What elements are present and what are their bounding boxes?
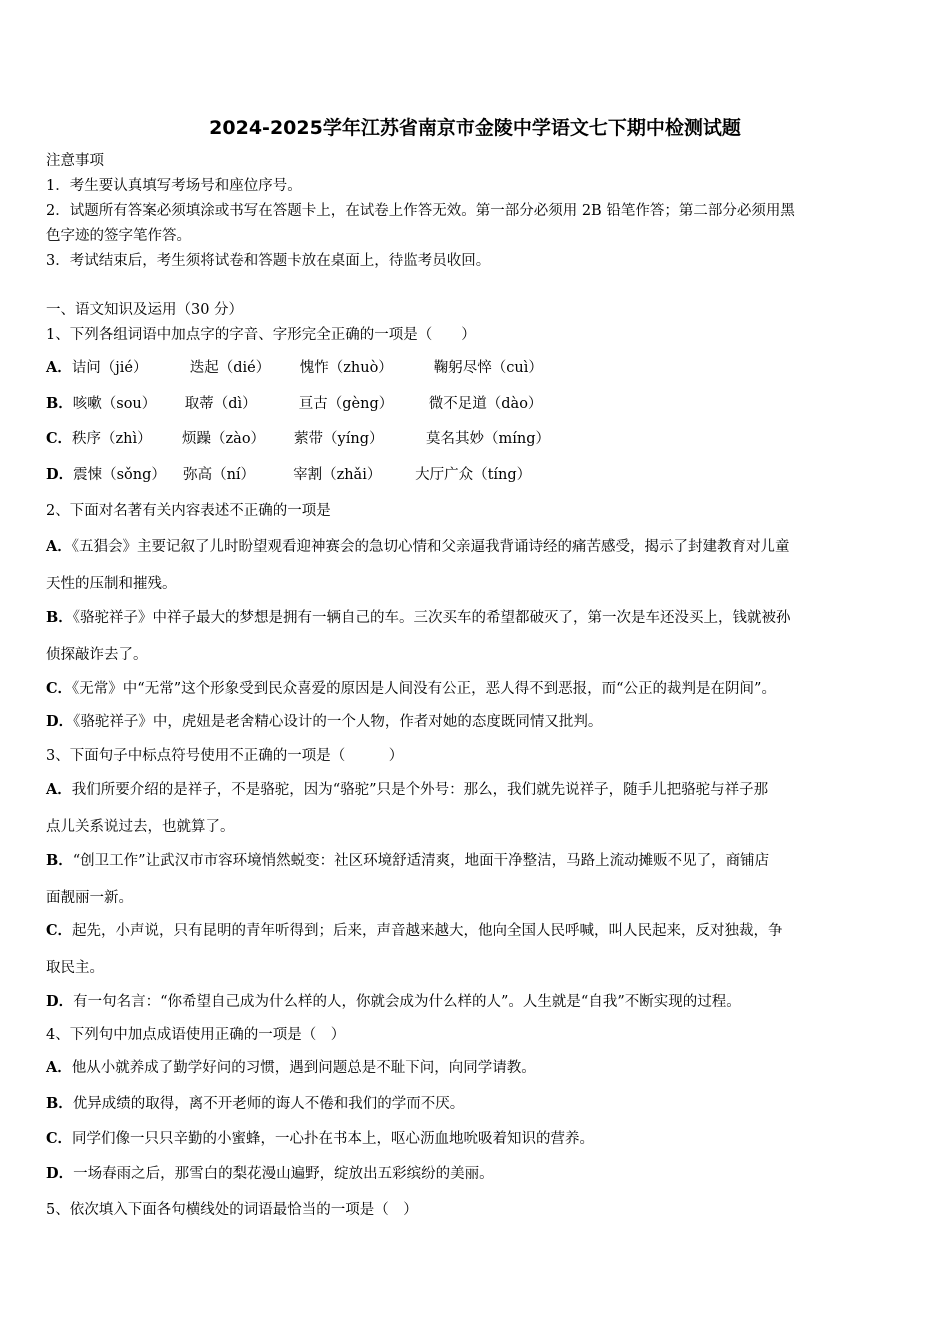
q1-option-d: [46, 465, 531, 485]
question-stem: 2、下面对名著有关内容表述不正确的一项是: [46, 503, 331, 519]
option-label: A．: [46, 359, 72, 376]
notice-heading: 注意事项: [46, 153, 104, 169]
notice-item: 色字迹的签字笔作答。: [46, 228, 191, 244]
notice-item: 1．考生要认真填写考场号和座位序号。: [46, 178, 302, 194]
option-word: 迭起（dié）: [189, 360, 271, 376]
q4-option-b: B．优异成绩的取得，离不开老师的诲人不倦和我们的学而不厌。: [46, 1095, 465, 1112]
option-word: 大厅广众（tíng）: [415, 467, 532, 483]
option-word: 取蒂（dì）: [184, 396, 257, 412]
notice-item: 3．考试结束后，考生须将试卷和答题卡放在桌面上，待监考员收回。: [46, 253, 491, 269]
q2-option-a: A．《五猖会》主要记叙了儿时盼望观看迎神赛会的急切心情和父亲逼我背诵诗经的痛苦感受，揭示了封建教育对儿童: [46, 538, 790, 555]
question-stem: 1、下列各组词语中加点字的字音、字形完全正确的一项是（ ）: [46, 327, 476, 343]
option-word: 弥高（ní）: [183, 467, 256, 483]
option-word: 诘问（jié）: [71, 360, 148, 376]
q3-option-b-cont: 面靓丽一新。: [46, 890, 133, 906]
section-heading: 一、语文知识及运用（30 分）: [46, 302, 244, 318]
q1-option-a: [46, 358, 543, 378]
q1-option-c: [46, 429, 550, 449]
option-word: 震悚（sǒng）: [73, 467, 166, 483]
option-word: 莫名其妙（míng）: [426, 431, 551, 447]
option-label: C．: [46, 430, 73, 447]
option-word: 烦躁（zào）: [182, 431, 266, 447]
q2-option-b-cont: 侦探敲诈去了。: [46, 647, 148, 663]
option-word: 秩序（zhì）: [72, 431, 152, 447]
option-word: 亘古（gèng）: [298, 396, 394, 412]
q3-option-c-cont: 取民主。: [46, 960, 104, 976]
option-label: B．: [46, 395, 73, 412]
q1-option-b: [46, 394, 542, 414]
question-stem: 3、下面句子中标点符号使用不正确的一项是（ ）: [46, 748, 404, 764]
q2-option-a-cont: 天性的压制和摧残。: [46, 576, 177, 592]
option-label: D．: [46, 466, 74, 483]
question-stem: 5、依次填入下面各句横线处的词语最恰当的一项是（ ）: [46, 1202, 418, 1218]
q3-option-d: D．有一句名言：“你希望自己成为什么样的人，你就会成为什么样的人”。人生就是“自我”不断实现的过程。: [46, 993, 741, 1010]
q4-option-d: D．一场春雨之后，那雪白的梨花漫山遍野，绽放出五彩缤纷的美丽。: [46, 1165, 494, 1182]
option-word: 愧怍（zhuò）: [299, 360, 393, 376]
option-word: 鞠躬尽悴（cuì）: [433, 360, 543, 376]
q4-option-c: C．同学们像一只只辛勤的小蜜蜂，一心扑在书本上，呕心沥血地吮吸着知识的营养。: [46, 1130, 595, 1147]
notice-item: 2．试题所有答案必须填涂或书写在答题卡上，在试卷上作答无效。第一部分必须用 2B 铅笔作答；第二部分必须用黑: [46, 203, 795, 219]
q2-option-b: B．《骆驼祥子》中祥子最大的梦想是拥有一辆自己的车。三次买车的希望都破灭了，第一次是车还没买上，钱就被孙: [46, 609, 791, 626]
option-word: 宰割（zhǎi）: [293, 467, 382, 483]
question-stem: 4、下列句中加点成语使用正确的一项是（ ）: [46, 1027, 346, 1043]
q2-option-c: C．《无常》中“无常”这个形象受到民众喜爱的原因是人间没有公正，恶人得不到恶报，而“公正的裁判是在阴间”。: [46, 680, 776, 697]
q3-option-a: A．我们所要介绍的是祥子，不是骆驼，因为“骆驼”只是个外号：那么，我们就先说祥子，随手儿把骆驼与祥子那: [46, 781, 769, 798]
option-word: 微不足道（dào）: [428, 396, 543, 412]
option-word: 咳嗽（sou）: [72, 396, 157, 412]
q4-option-a: A．他从小就养成了勤学好问的习惯，遇到问题总是不耻下问，向同学请教。: [46, 1059, 536, 1076]
q3-option-c: C．起先，小声说，只有昆明的青年听得到；后来，声音越来越大，他向全国人民呼喊，叫人民起来，反对独裁，争: [46, 922, 783, 939]
option-word: 萦带（yíng）: [294, 431, 384, 447]
page-title: 2024-2025学年江苏省南京市金陵中学语文七下期中检测试题: [209, 117, 741, 139]
q2-option-d: D．《骆驼祥子》中，虎妞是老舍精心设计的一个人物，作者对她的态度既同情又批判。: [46, 713, 603, 730]
q3-option-a-cont: 点儿关系说过去，也就算了。: [46, 819, 235, 835]
q3-option-b: B．“创卫工作”让武汉市市容环境悄然蜕变：社区环境舒适清爽，地面干净整洁，马路上流动摊贩不见了，商铺店: [46, 852, 770, 869]
